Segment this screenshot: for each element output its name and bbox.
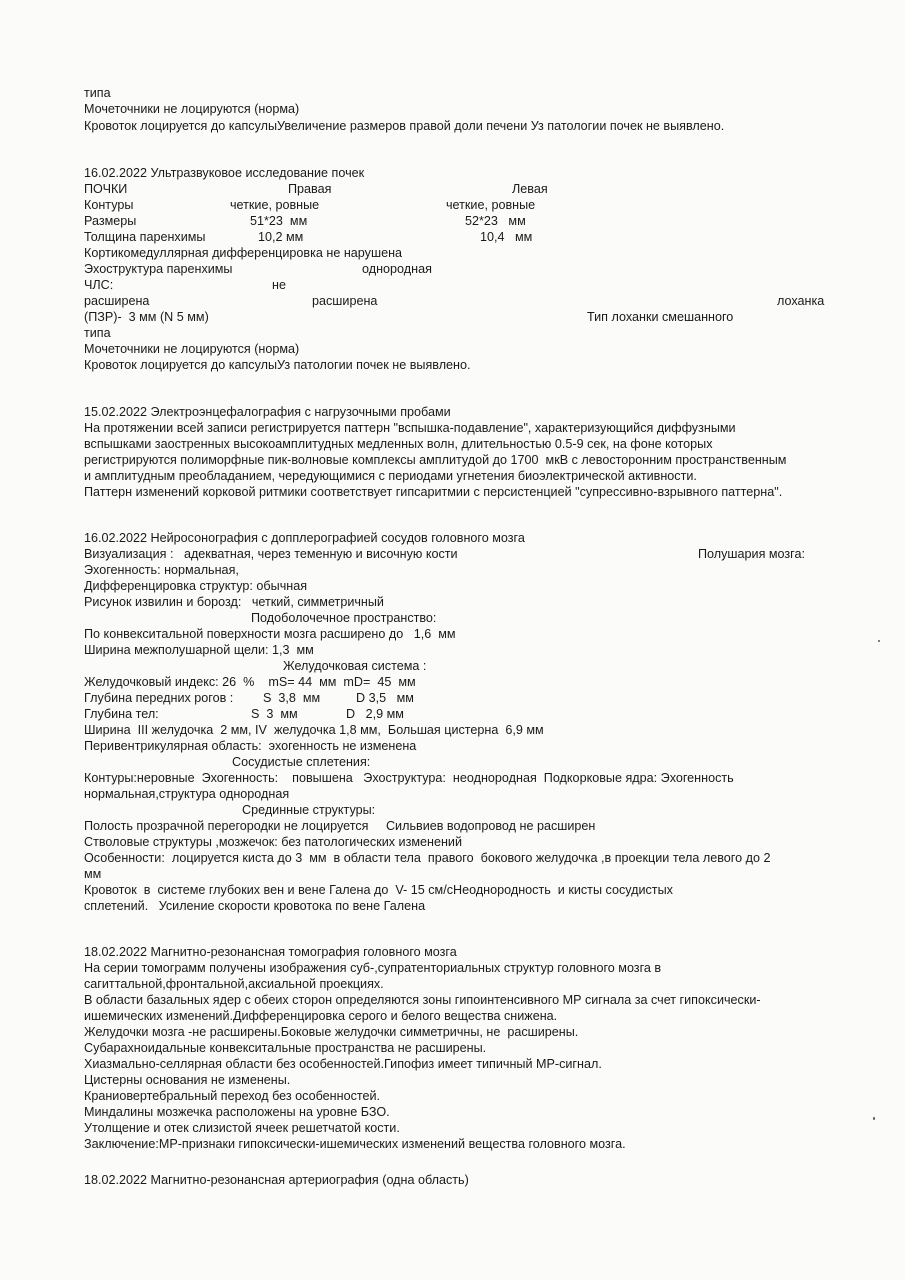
column-header-left: Левая — [512, 182, 548, 196]
text-line: Ширина III желудочка 2 мм, IV желудочка 1,8 мм, Большая цистерна 6,9 мм — [84, 723, 544, 737]
text-line: Мочеточники не лоцируются (норма) — [84, 342, 300, 356]
text-line: Ширина межполушарной щели: 1,3 мм — [84, 643, 314, 657]
cell-value: 51*23 мм — [250, 214, 308, 228]
row-label: Глубина тел: — [84, 707, 159, 721]
text-line: ишемических изменений.Дифференцировка серого и белого вещества снижена. — [84, 1009, 558, 1023]
subheading: Подоболочечное пространство: — [251, 611, 437, 625]
text-line: Кровоток лоцируется до капсулыУвеличение размеров правой доли печени Уз патологии почек не выявлено. — [84, 119, 725, 133]
text-line: Особенности: лоцируется киста до 3 мм в области тела правого бокового желудочка ,в проекции тела левого до 2 — [84, 851, 771, 865]
section-title: 15.02.2022 Электроэнцефалография с нагрузочными пробами — [84, 405, 451, 419]
cell-value: лоханка — [777, 294, 825, 308]
section-title: 16.02.2022 Нейросонография с допплерографией сосудов головного мозга — [84, 531, 525, 545]
text-line: Визуализация : адекватная, через теменную и височную кости — [84, 547, 458, 561]
text-line: Тип лоханки смешанного — [587, 310, 734, 324]
text-line: Кровоток в системе глубоких вен и вене Галена до V- 15 см/сНеоднородность и кисты сосудистых — [84, 883, 673, 897]
text-line: сплетений. Усиление скорости кровотока по вене Галена — [84, 899, 426, 913]
subheading: Срединные структуры: — [242, 803, 376, 817]
scan-speck — [878, 640, 880, 642]
text-line: типа — [84, 326, 111, 340]
scan-speck — [873, 1117, 875, 1120]
cell-value: D 2,9 мм — [346, 707, 404, 721]
text-line: Паттерн изменений корковой ритмики соответствует гипсаритмии с персистенцией "супрессивно-взрывного паттерна". — [84, 485, 783, 499]
cell-value: расширена — [84, 294, 150, 308]
section-title: 18.02.2022 Магнитно-резонансная томография головного мозга — [84, 945, 457, 959]
row-label: Эхоструктура паренхимы — [84, 262, 233, 276]
cell-value: расширена — [312, 294, 378, 308]
text-line: Контуры:неровные Эхогенность: повышена Эхоструктура: неоднородная Подкорковые ядра: Эхогенность — [84, 771, 734, 785]
row-label: ЧЛС: — [84, 278, 114, 292]
text-line: В области базальных ядер с обеих сторон определяются зоны гипоинтенсивного МР сигнала за счет гипоксически- — [84, 993, 761, 1007]
text-line: По конвекситальной поверхности мозга расширено до 1,6 мм — [84, 627, 456, 641]
subheading: Сосудистые сплетения: — [232, 755, 371, 769]
cell-value: 10,4 мм — [480, 230, 533, 244]
cell-value: D 3,5 мм — [356, 691, 414, 705]
cell-value: четкие, ровные — [446, 198, 536, 212]
row-label: Размеры — [84, 214, 137, 228]
text-line: Хиазмально-селлярная области без особенностей.Гипофиз имеет типичный МР-сигнал. — [84, 1057, 602, 1071]
text-line: мм — [84, 867, 102, 881]
text-line: (ПЗР)- 3 мм (N 5 мм) — [84, 310, 209, 324]
text-line: Субарахноидальные конвекситальные пространства не расширены. — [84, 1041, 487, 1055]
cell-value: четкие, ровные — [230, 198, 320, 212]
section-title: 18.02.2022 Магнитно-резонансная артериография (одна область) — [84, 1173, 469, 1187]
text-line: Миндалины мозжечка расположены на уровне БЗО. — [84, 1105, 390, 1119]
text-line: Заключение:МР-признаки гипоксически-ишемических изменений вещества головного мозга. — [84, 1137, 626, 1151]
text-line: На серии томограмм получены изображения суб-,супратенториальных структур головного мозга в — [84, 961, 662, 975]
text-line: Кортикомедуллярная дифференцировка не нарушена — [84, 246, 403, 260]
subheading: Желудочковая система : — [283, 659, 427, 673]
row-label: Контуры — [84, 198, 134, 212]
text-line: Стволовые структуры ,мозжечок: без патологических изменений — [84, 835, 463, 849]
text-line: Эхогенность: нормальная, — [84, 563, 239, 577]
text-line: Желудочковый индекс: 26 % mS= 44 мм mD= 45 мм — [84, 675, 416, 689]
cell-value: S 3 мм — [251, 707, 298, 721]
text-line: Утолщение и отек слизистой ячеек решетчатой кости. — [84, 1121, 400, 1135]
column-header-right: Правая — [288, 182, 332, 196]
cell-value: однородная — [362, 262, 432, 276]
section-title: 16.02.2022 Ультразвуковое исследование почек — [84, 166, 365, 180]
cell-value: 10,2 мм — [258, 230, 304, 244]
text-line: Полость прозрачной перегородки не лоцируется Сильвиев водопровод не расширен — [84, 819, 596, 833]
text-line: Перивентрикулярная область: эхогенность не изменена — [84, 739, 417, 753]
row-label: Толщина паренхимы — [84, 230, 206, 244]
text-line: Цистерны основания не изменены. — [84, 1073, 291, 1087]
cell-value: 52*23 мм — [465, 214, 526, 228]
text-line: Мочеточники не лоцируются (норма) — [84, 102, 300, 116]
text-line: нормальная,структура однородная — [84, 787, 290, 801]
text-line: сагиттальной,фронтальной,аксиальной проекциях. — [84, 977, 384, 991]
text-line: типа — [84, 86, 111, 100]
text-line: вспышками заостренных высокоамплитудных медленных волн, длительностью 0.5-9 сек, на фоне которых — [84, 437, 713, 451]
text-line: Полушария мозга: — [698, 547, 806, 561]
text-line: и амплитудным преобладанием, чередующимися с периодами угнетения биоэлектрической активности. — [84, 469, 697, 483]
cell-value: S 3,8 мм — [263, 691, 321, 705]
text-line: регистрируются полиморфные пик-волновые комплексы амплитудой до 1700 мкВ с левосторонним пространственным — [84, 453, 787, 467]
table-header: ПОЧКИ — [84, 182, 128, 196]
row-label: Глубина передних рогов : — [84, 691, 234, 705]
text-line: Желудочки мозга -не расширены.Боковые желудочки симметричны, не расширены. — [84, 1025, 579, 1039]
text-line: На протяжении всей записи регистрируется паттерн "вспышка-подавление", характеризующийся диффузными — [84, 421, 736, 435]
text-line: Краниовертебральный переход без особенностей. — [84, 1089, 381, 1103]
text-line: Кровоток лоцируется до капсулыУз патологии почек не выявлено. — [84, 358, 471, 372]
text-line: Дифференцировка структур: обычная — [84, 579, 308, 593]
cell-value: не — [272, 278, 286, 292]
text-line: Рисунок извилин и борозд: четкий, симметричный — [84, 595, 384, 609]
